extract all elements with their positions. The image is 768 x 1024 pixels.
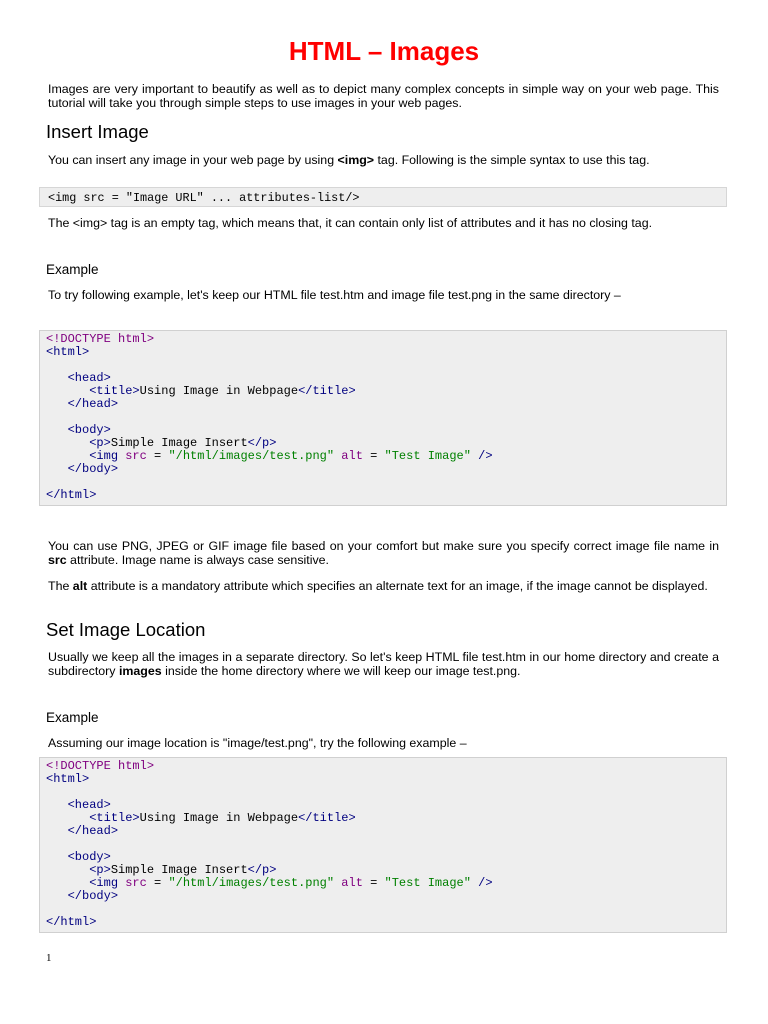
location-paragraph: [48, 650, 719, 678]
code-head-open: <head>: [67, 798, 111, 812]
code-doctype: <!DOCTYPE html>: [46, 759, 155, 773]
code-body-open: <body>: [67, 423, 111, 437]
code-img-open: <img: [89, 876, 119, 890]
code-eq: =: [154, 449, 162, 463]
code-block-1: [39, 330, 727, 506]
location-text-1: Usually we keep all the images in a separate directory. So let's keep HTML file test.htm in our home directory and create a subdirectory: [48, 650, 719, 678]
code-alt-attr: alt: [341, 876, 363, 890]
code-title-text: Using Image in Webpage: [139, 384, 299, 398]
images-bold: images: [118, 664, 162, 678]
insert-text-2: tag. Following is the simple syntax to use this tag.: [374, 153, 650, 167]
code-p-open: <p>: [89, 436, 111, 450]
code-src-attr: src: [125, 449, 147, 463]
example1-intro: To try following example, let's keep our HTML file test.htm and image file test.png in the same directory –: [48, 288, 621, 302]
location-text-2: inside the home directory where we will keep our image test.png.: [161, 664, 521, 678]
code-block-2: [39, 757, 727, 933]
formats-text-1: You can use PNG, JPEG or GIF image file based on your comfort but make sure you specify correct image file name in: [48, 539, 719, 553]
code-html-open: <html>: [46, 772, 90, 786]
page-number: 1: [46, 952, 52, 964]
code-eq: =: [154, 876, 162, 890]
example-heading-1: Example: [46, 262, 99, 277]
page-title: HTML – Images: [288, 36, 480, 66]
code-head-close: </head>: [67, 397, 119, 411]
code-body-open: <body>: [67, 850, 111, 864]
code-title-text: Using Image in Webpage: [139, 811, 299, 825]
code-alt-val: "Test Image": [384, 876, 471, 890]
code-src-val: "/html/images/test.png": [168, 449, 335, 463]
code-html-close: </html>: [46, 488, 97, 502]
code-p-close: </p>: [247, 863, 277, 877]
code-src-attr: src: [125, 876, 147, 890]
intro-paragraph: Images are very important to beautify as well as to depict many complex concepts in simple way on your web page. This tutorial will take you through simple steps to use images in your web pages.: [48, 82, 719, 110]
code-p-open: <p>: [89, 863, 111, 877]
example2-intro: Assuming our image location is "image/test.png", try the following example –: [48, 736, 467, 750]
code-p-text: Simple Image Insert: [110, 863, 248, 877]
code-title-open: <title>: [89, 384, 140, 398]
code-eq: =: [370, 449, 378, 463]
code-title-close: </title>: [298, 811, 356, 825]
code-body-close: </body>: [67, 462, 119, 476]
img-tag-bold: <img>: [337, 153, 375, 167]
alt-text-2: attribute is a mandatory attribute which specifies an alternate text for an image, if the image cannot be displayed.: [87, 579, 708, 593]
code-title-open: <title>: [89, 811, 140, 825]
code-head-open: <head>: [67, 371, 111, 385]
code-head-close: </head>: [67, 824, 119, 838]
alt-bold: alt: [72, 579, 88, 593]
formats-paragraph: [48, 539, 719, 567]
insert-image-heading: Insert Image: [46, 121, 149, 142]
set-image-location-heading: Set Image Location: [46, 619, 206, 640]
code-p-close: </p>: [247, 436, 277, 450]
insert-paragraph: [48, 153, 719, 167]
code-src-val: "/html/images/test.png": [168, 876, 335, 890]
empty-tag-paragraph: The <img> tag is an empty tag, which means that, it can contain only list of attributes and it has no closing tag.: [48, 216, 653, 230]
src-bold: src: [48, 553, 67, 567]
code-title-close: </title>: [298, 384, 356, 398]
alt-paragraph: [48, 579, 719, 593]
code-p-text: Simple Image Insert: [110, 436, 248, 450]
code-alt-attr: alt: [341, 449, 363, 463]
code-img-close: />: [478, 876, 493, 890]
code-doctype: <!DOCTYPE html>: [46, 332, 155, 346]
example-heading-2: Example: [46, 710, 99, 725]
code-alt-val: "Test Image": [384, 449, 471, 463]
insert-text-1: You can insert any image in your web page by using: [48, 153, 338, 167]
alt-text-1: The: [48, 579, 73, 593]
code-img-close: />: [478, 449, 493, 463]
code-html-close: </html>: [46, 915, 97, 929]
code-body-close: </body>: [67, 889, 119, 903]
formats-text-2: attribute. Image name is always case sensitive.: [66, 553, 329, 567]
code-html-open: <html>: [46, 345, 90, 359]
syntax-code-box: <img src = "Image URL" ... attributes-list/>: [39, 187, 727, 207]
code-eq: =: [370, 876, 378, 890]
code-img-open: <img: [89, 449, 119, 463]
